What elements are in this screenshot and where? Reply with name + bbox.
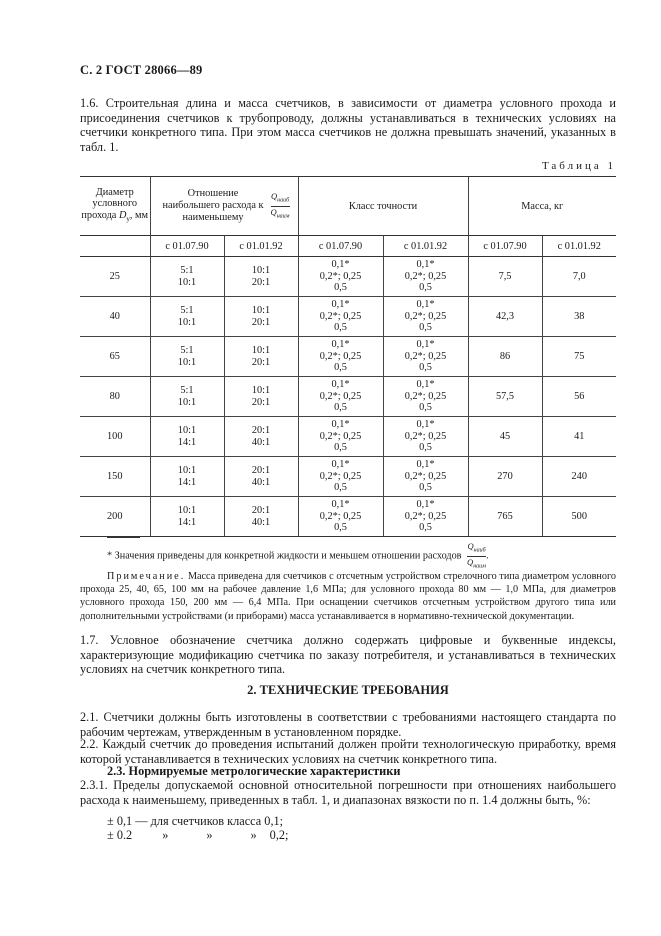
tolerance-item-1: ± 0,1 — для счетчиков класса 0,1; xyxy=(107,814,284,828)
cell-ratio-2: 20:1 40:1 xyxy=(224,457,298,497)
date-empty xyxy=(80,236,150,257)
cell-class-2: 0,1* 0,2*; 0,25 0,5 xyxy=(383,457,468,497)
cell-class-1: 0,1* 0,2*; 0,25 0,5 xyxy=(298,417,383,457)
cell-diameter: 150 xyxy=(80,457,150,497)
cell-class-1: 0,1* 0,2*; 0,25 0,5 xyxy=(298,257,383,297)
section-2-title: 2. ТЕХНИЧЕСКИЕ ТРЕБОВАНИЯ xyxy=(247,683,449,697)
cell-ratio-2: 10:1 20:1 xyxy=(224,337,298,377)
cell-diameter: 40 xyxy=(80,297,150,337)
date-class-1: с 01.07.90 xyxy=(298,236,383,257)
cell-class-1: 0,1* 0,2*; 0,25 0,5 xyxy=(298,457,383,497)
cell-ratio-2: 10:1 20:1 xyxy=(224,297,298,337)
footnote-rule xyxy=(107,537,140,538)
date-mass-2: с 01.01.92 xyxy=(542,236,616,257)
cell-class-2: 0,1* 0,2*; 0,25 0,5 xyxy=(383,377,468,417)
footnote-fraction: $\frac{Q_{наиб}}{Q_{наим}}$ xyxy=(467,541,486,570)
cell-mass-2: 75 xyxy=(542,337,616,377)
cell-ratio-1: 5:1 10:1 xyxy=(150,377,224,417)
subsection-2-3: 2.3. Нормируемые метрологические характеристики xyxy=(107,764,401,778)
date-class-2: с 01.01.92 xyxy=(383,236,468,257)
header-mass: Масса, кг xyxy=(468,177,616,236)
cell-class-2: 0,1* 0,2*; 0,25 0,5 xyxy=(383,257,468,297)
tolerance-item-2: ± 0.2 » » » 0,2; xyxy=(107,828,289,842)
footnote: * Значения приведены для конкретной жидкости и меньшем отношении расходов $\frac{Q_{наиб}}{Q_{наим}}$ . xyxy=(107,541,489,570)
cell-mass-2: 38 xyxy=(542,297,616,337)
header-diameter: Диаметр условного прохода $D_y$, мм xyxy=(80,177,150,236)
table-row xyxy=(80,297,616,337)
paragraph-2-1: 2.1. Счетчики должны быть изготовлены в соответствии с требованиями настоящего стандарта по рабочим чертежам, утвержденным в установленном порядке. xyxy=(80,710,616,739)
table-row xyxy=(80,497,616,537)
paragraph-1-7: 1.7. Условное обозначение счетчика должно содержать цифровые и буквенные индексы, характеризующие модификацию счетчика по заказу потребителя, и устанавливаться в технических условиях на счетчик конкретного типа. xyxy=(80,633,616,677)
cell-mass-2: 56 xyxy=(542,377,616,417)
table-row xyxy=(80,337,616,377)
ratio-fraction: $\frac{Q_{наиб}}{Q_{наим}}$ xyxy=(270,190,290,220)
table-row xyxy=(80,417,616,457)
cell-ratio-1: 10:1 14:1 xyxy=(150,497,224,537)
cell-mass-1: 270 xyxy=(468,457,542,497)
paragraph-2-3-1: 2.3.1. Пределы допускаемой основной относительной погрешности при отношениях наибольшего расхода к наименьшему, приведенных в табл. 1, и диапазонах вязкости по п. 1.4 должны быть, %: xyxy=(80,778,616,807)
cell-class-2: 0,1* 0,2*; 0,25 0,5 xyxy=(383,417,468,457)
cell-class-2: 0,1* 0,2*; 0,25 0,5 xyxy=(383,497,468,537)
cell-class-1: 0,1* 0,2*; 0,25 0,5 xyxy=(298,337,383,377)
cell-ratio-2: 20:1 40:1 xyxy=(224,417,298,457)
cell-mass-2: 500 xyxy=(542,497,616,537)
cell-mass-1: 42,3 xyxy=(468,297,542,337)
cell-diameter: 25 xyxy=(80,257,150,297)
cell-ratio-1: 10:1 14:1 xyxy=(150,417,224,457)
table-row xyxy=(80,377,616,417)
cell-ratio-2: 20:1 40:1 xyxy=(224,497,298,537)
cell-class-2: 0,1* 0,2*; 0,25 0,5 xyxy=(383,337,468,377)
cell-class-1: 0,1* 0,2*; 0,25 0,5 xyxy=(298,377,383,417)
paragraph-1-6: 1.6. Строительная длина и масса счетчиков, в зависимости от диаметра условного прохода и присоединения счетчиков к трубопроводу, должны устанавливаться в технических условиях на счетчики конкретного типа. При этом масса счетчиков не должна превышать значений, указанных в табл. 1. xyxy=(80,96,616,154)
table-note: Примечание. Масса приведена для счетчиков с отсчетным устройством стрелочного типа диаметром условного прохода 25, 40, 65, 100 мм на рабочее давление 1,6 МПа; для условного прохода 80 мм — 1,0 МПа, для диаметров условного прохода 150, 200 мм — 6,4 МПа. При оснащении счетчиков отсчетным устройством другого типа или дополнительными устройствами (и приборами) масса устанавливается в нормативно-технической документации. xyxy=(80,571,616,622)
cell-ratio-1: 10:1 14:1 xyxy=(150,457,224,497)
table-1 xyxy=(80,176,616,537)
cell-mass-1: 57,5 xyxy=(468,377,542,417)
cell-mass-1: 765 xyxy=(468,497,542,537)
cell-mass-1: 86 xyxy=(468,337,542,377)
cell-mass-2: 240 xyxy=(542,457,616,497)
cell-ratio-1: 5:1 10:1 xyxy=(150,297,224,337)
header-ratio: Отношение наибольшего расхода к наименьшему $\frac{Q_{наиб}}{Q_{наим}}$ xyxy=(150,177,298,236)
cell-ratio-1: 5:1 10:1 xyxy=(150,337,224,377)
cell-class-2: 0,1* 0,2*; 0,25 0,5 xyxy=(383,297,468,337)
cell-mass-2: 7,0 xyxy=(542,257,616,297)
cell-ratio-1: 5:1 10:1 xyxy=(150,257,224,297)
header-class: Класс точности xyxy=(298,177,468,236)
paragraph-2-2: 2.2. Каждый счетчик до проведения испытаний должен пройти технологическую приработку, время которой устанавливается в технических условиях на счетчик конкретного типа. xyxy=(80,737,616,766)
cell-mass-1: 7,5 xyxy=(468,257,542,297)
table-caption: Таблица 1 xyxy=(541,160,616,172)
cell-ratio-2: 10:1 20:1 xyxy=(224,377,298,417)
cell-ratio-2: 10:1 20:1 xyxy=(224,257,298,297)
date-ratio-1: с 01.07.90 xyxy=(150,236,224,257)
cell-diameter: 200 xyxy=(80,497,150,537)
table-row xyxy=(80,457,616,497)
cell-diameter: 65 xyxy=(80,337,150,377)
page-header: С. 2 ГОСТ 28066—89 xyxy=(80,63,203,77)
table-row xyxy=(80,257,616,297)
date-mass-1: с 01.07.90 xyxy=(468,236,542,257)
date-ratio-2: с 01.01.92 xyxy=(224,236,298,257)
cell-diameter: 100 xyxy=(80,417,150,457)
cell-diameter: 80 xyxy=(80,377,150,417)
cell-class-1: 0,1* 0,2*; 0,25 0,5 xyxy=(298,297,383,337)
cell-mass-1: 45 xyxy=(468,417,542,457)
cell-class-1: 0,1* 0,2*; 0,25 0,5 xyxy=(298,497,383,537)
cell-mass-2: 41 xyxy=(542,417,616,457)
